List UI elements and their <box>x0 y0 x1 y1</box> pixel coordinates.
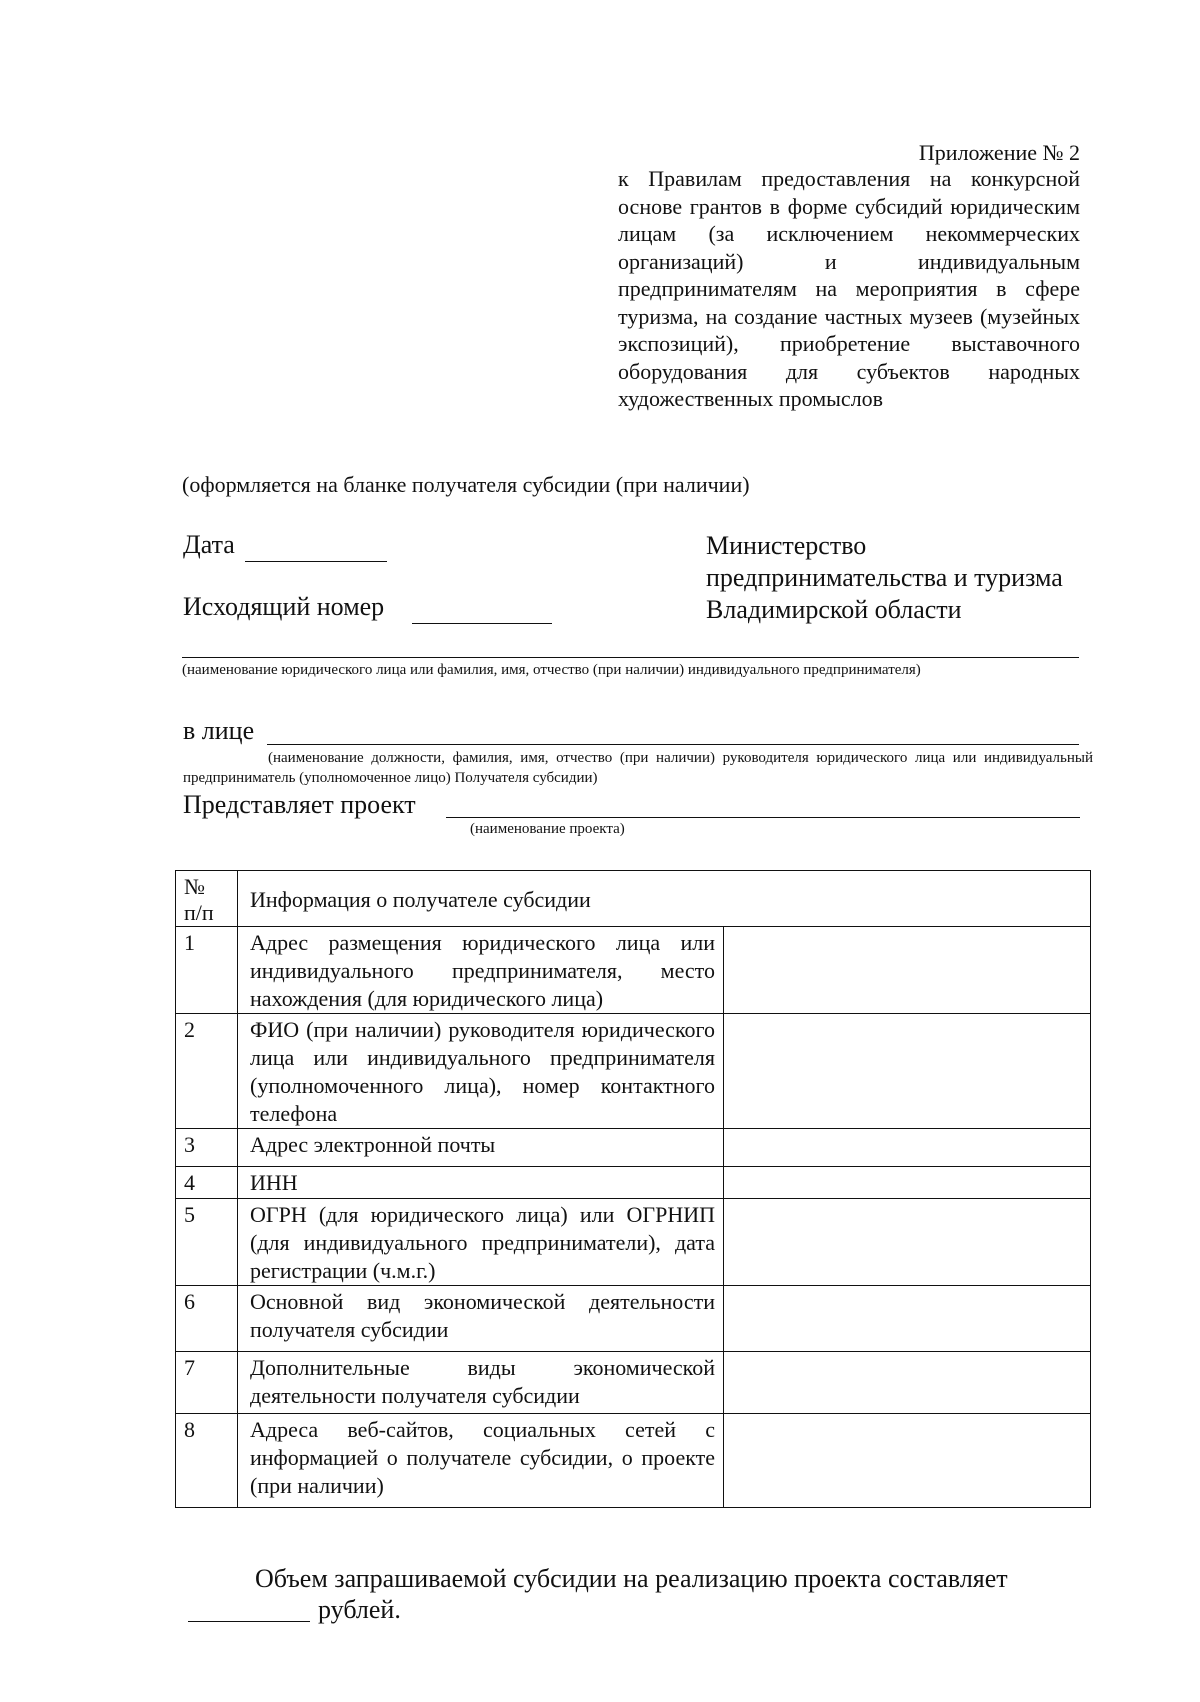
row-value-cell[interactable] <box>724 1414 1091 1508</box>
row-number: 6 <box>176 1286 238 1352</box>
appendix-title: Приложение № 2 <box>918 140 1080 165</box>
ministry-line: Министерство <box>706 531 867 560</box>
appendix-description: к Правилам предоставления на конкурсной основе грантов в форме субсидий юридическим лицам (за исключением некоммерческих организаций) и индивидуальным предпринимателям на мероприятия в сфере туризма, на создание частных музеев (музейных экспозиций), приобретение выставочного оборудования для субъектов народных художественных промыслов <box>618 166 1080 411</box>
represented-by-caption: (наименование должности, фамилия, имя, отчество (при наличии) руководителя юридического лица или индивидуальный предприниматель (уполномоченное лицо) Получателя субсидии) <box>183 750 1093 786</box>
row-number: 5 <box>176 1199 238 1286</box>
currency-unit: рублей. <box>318 1595 401 1624</box>
ministry-addressee <box>706 530 1063 626</box>
applicant-name-caption: (наименование юридического лица или фамилия, имя, отчество (при наличии) индивидуального предпринимателя) <box>182 662 921 678</box>
table-row <box>176 1199 1091 1286</box>
row-number: 2 <box>176 1014 238 1129</box>
form-note: (оформляется на бланке получателя субсидии (при наличии) <box>182 472 750 497</box>
table-row <box>176 1167 1091 1199</box>
ministry-line: Владимирской области <box>706 595 962 624</box>
recipient-info-table <box>175 870 1091 1508</box>
row-label: Адрес размещения юридического лица или индивидуального предпринимателя, место нахождения (для юридического лица) <box>238 927 724 1014</box>
row-label: Адреса веб-сайтов, социальных сетей с информацией о получателе субсидии, о проекте (при наличии) <box>238 1414 724 1508</box>
table-row <box>176 1129 1091 1167</box>
table-row <box>176 927 1091 1014</box>
subsidy-amount-text: Объем запрашиваемой субсидии на реализацию проекта составляет <box>255 1564 1008 1593</box>
project-caption: (наименование проекта) <box>470 821 625 837</box>
row-label: ИНН <box>238 1167 724 1199</box>
row-value-cell[interactable] <box>724 927 1091 1014</box>
row-number: 1 <box>176 927 238 1014</box>
outgoing-number-field[interactable] <box>412 623 552 624</box>
row-number: 4 <box>176 1167 238 1199</box>
table-row <box>176 1352 1091 1414</box>
row-number: 3 <box>176 1129 238 1167</box>
row-label: ОГРН (для юридического лица) или ОГРНИП (для индивидуального предприниматели), дата регистрации (ч.м.г.) <box>238 1199 724 1286</box>
row-label: Дополнительные виды экономической деятельности получателя субсидии <box>238 1352 724 1414</box>
table-row <box>176 1014 1091 1129</box>
represented-by-field[interactable] <box>267 744 1079 745</box>
table-row <box>176 1286 1091 1352</box>
row-value-cell[interactable] <box>724 1286 1091 1352</box>
row-number: 8 <box>176 1414 238 1508</box>
header-line: № <box>184 874 205 899</box>
date-label: Дата <box>183 530 235 559</box>
row-label: Адрес электронной почты <box>238 1129 724 1167</box>
table-header-row <box>176 871 1091 927</box>
project-name-field[interactable] <box>446 817 1080 818</box>
column-header-number <box>176 871 238 927</box>
row-number: 7 <box>176 1352 238 1414</box>
outgoing-number-label: Исходящий номер <box>183 592 385 621</box>
column-header-info: Информация о получателе субсидии <box>238 871 1091 927</box>
row-value-cell[interactable] <box>724 1014 1091 1129</box>
row-value-cell[interactable] <box>724 1352 1091 1414</box>
ministry-line: предпринимательства и туризма <box>706 563 1063 592</box>
row-value-cell[interactable] <box>724 1167 1091 1199</box>
row-label: ФИО (при наличии) руководителя юридического лица или индивидуального предпринимателя (уполномоченного лица), номер контактного телефона <box>238 1014 724 1129</box>
row-value-cell[interactable] <box>724 1199 1091 1286</box>
date-field[interactable] <box>245 561 387 562</box>
represented-by-label: в лице <box>183 716 255 745</box>
row-value-cell[interactable] <box>724 1129 1091 1167</box>
table-row <box>176 1414 1091 1508</box>
row-label: Основной вид экономической деятельности получателя субсидии <box>238 1286 724 1352</box>
header-line: п/п <box>184 900 214 925</box>
applicant-name-field[interactable] <box>182 657 1079 658</box>
subsidy-amount-field[interactable] <box>188 1621 310 1622</box>
project-label: Представляет проект <box>183 790 416 819</box>
